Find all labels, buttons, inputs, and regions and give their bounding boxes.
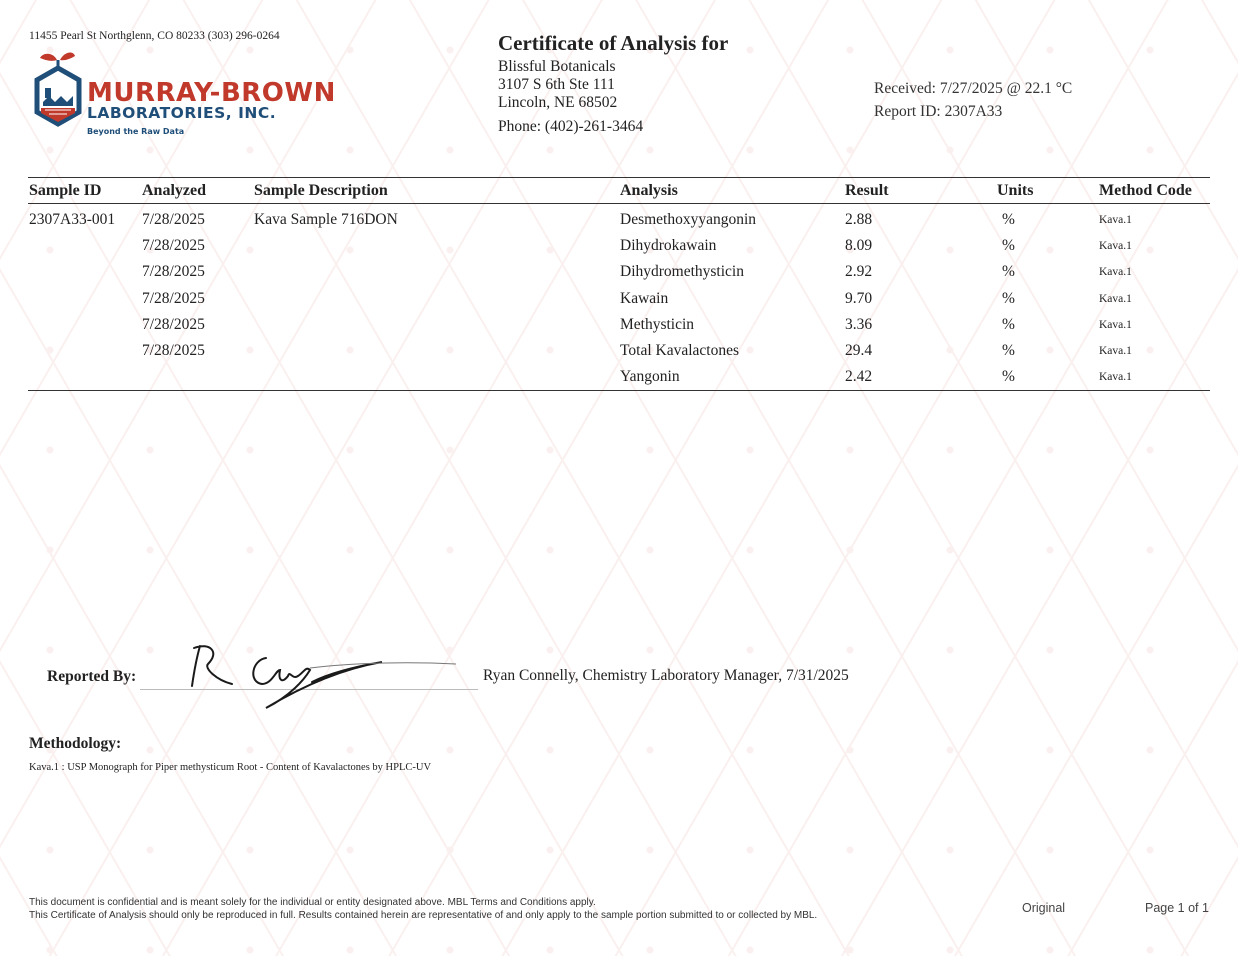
table-header-row bbox=[28, 178, 1210, 204]
cell-sample-description bbox=[253, 233, 619, 259]
cell-units: % bbox=[1002, 342, 1015, 360]
cell-analyzed: 7/28/2025 bbox=[142, 342, 205, 360]
table-row bbox=[28, 233, 1210, 259]
cell-analyzed: 7/28/2025 bbox=[142, 211, 205, 229]
header-sample-id: Sample ID bbox=[28, 178, 141, 204]
received-info: Received: 7/27/2025 @ 22.1 °C bbox=[874, 80, 1073, 97]
cell-sample-description bbox=[253, 338, 619, 364]
cell-sample-description bbox=[253, 286, 619, 312]
cell-units: % bbox=[1002, 211, 1015, 229]
cell-sample-id bbox=[28, 364, 141, 391]
client-street: 3107 S 6th Ste 111 bbox=[498, 76, 615, 93]
cell-analyzed: 7/28/2025 bbox=[142, 263, 205, 281]
report-id: Report ID: 2307A33 bbox=[874, 103, 1003, 120]
cell-result: 8.09 bbox=[845, 237, 873, 255]
cell-analyzed: 7/28/2025 bbox=[142, 289, 205, 307]
table-row bbox=[28, 286, 1210, 312]
cell-method-code: Kava.1 bbox=[1099, 292, 1132, 305]
cell-sample-id bbox=[28, 338, 141, 364]
certificate-title: Certificate of Analysis for bbox=[498, 31, 729, 55]
cell-method-code: Kava.1 bbox=[1099, 266, 1132, 279]
cell-sample-id: 2307A33-001 bbox=[29, 211, 116, 229]
cell-units: % bbox=[1002, 237, 1015, 255]
header-analyzed: Analyzed bbox=[141, 178, 253, 204]
table-row bbox=[28, 204, 1210, 234]
cell-sample-id bbox=[28, 286, 141, 312]
cell-sample-description: Kava Sample 716DON bbox=[254, 211, 398, 229]
client-city: Lincoln, NE 68502 bbox=[498, 94, 618, 111]
table-row bbox=[28, 338, 1210, 364]
cell-result: 9.70 bbox=[845, 289, 873, 307]
results-table bbox=[28, 177, 1210, 391]
footer-line2: This Certificate of Analysis should only be reproduced in full. Results contained herein are representative of and only apply to the sample portion submitted to or collected by MBL. bbox=[29, 909, 818, 921]
methodology-text: Kava.1 : USP Monograph for Piper methysticum Root - Content of Kavalactones by HPLC-UV bbox=[29, 762, 432, 773]
cell-method-code: Kava.1 bbox=[1099, 318, 1132, 331]
cell-result: 3.36 bbox=[845, 315, 873, 333]
header-method-code: Method Code bbox=[1098, 178, 1210, 204]
cell-analysis: Total Kavalactones bbox=[620, 342, 739, 360]
cell-units: % bbox=[1002, 315, 1015, 333]
cell-sample-id bbox=[28, 259, 141, 285]
logo-tagline: Beyond the Raw Data bbox=[87, 127, 185, 136]
cell-result: 2.42 bbox=[844, 364, 996, 391]
cell-analysis: Dihydrokawain bbox=[620, 237, 717, 255]
cell-analyzed: 7/28/2025 bbox=[142, 237, 205, 255]
cell-result: 2.92 bbox=[845, 263, 873, 281]
cell-units: % bbox=[996, 364, 1098, 391]
header-result: Result bbox=[844, 178, 996, 204]
table-row bbox=[28, 312, 1210, 338]
logo-name-line1: MURRAY-BROWN bbox=[87, 78, 336, 108]
cell-method-code: Kava.1 bbox=[1098, 364, 1210, 391]
footer-disclaimer bbox=[29, 897, 817, 922]
cell-result: 29.4 bbox=[845, 342, 873, 360]
cell-method-code: Kava.1 bbox=[1099, 214, 1132, 227]
page-number: Page 1 of 1 bbox=[1145, 901, 1209, 915]
client-phone: Phone: (402)-261-3464 bbox=[498, 118, 644, 135]
cell-method-code: Kava.1 bbox=[1099, 240, 1132, 253]
cell-sample-id bbox=[28, 233, 141, 259]
lab-address: 11455 Pearl St Northglenn, CO 80233 (303) 296-0264 bbox=[29, 30, 280, 42]
cell-method-code: Kava.1 bbox=[1099, 345, 1132, 358]
cell-sample-description bbox=[253, 312, 619, 338]
cell-analyzed: 7/28/2025 bbox=[142, 315, 205, 333]
reporter-name: Ryan Connelly, Chemistry Laboratory Manager, 7/31/2025 bbox=[483, 667, 849, 684]
table-row bbox=[28, 364, 1210, 391]
cell-sample-id bbox=[28, 312, 141, 338]
cell-units: % bbox=[1002, 289, 1015, 307]
header-units: Units bbox=[996, 178, 1098, 204]
header-analysis: Analysis bbox=[619, 178, 844, 204]
cell-analysis: Methysticin bbox=[620, 315, 695, 333]
cell-analyzed bbox=[141, 364, 253, 391]
cell-analysis: Yangonin bbox=[619, 364, 844, 391]
header-sample-description: Sample Description bbox=[253, 178, 619, 204]
footer-original-label: Original bbox=[1022, 901, 1066, 915]
table-row bbox=[28, 259, 1210, 285]
cell-analysis: Kawain bbox=[620, 289, 669, 307]
cell-sample-description bbox=[253, 364, 619, 391]
methodology-title: Methodology: bbox=[29, 735, 122, 752]
cell-analysis: Desmethoxyyangonin bbox=[620, 211, 757, 229]
cell-units: % bbox=[1002, 263, 1015, 281]
reported-by-label: Reported By: bbox=[47, 668, 137, 685]
cell-result: 2.88 bbox=[845, 211, 873, 229]
cell-analysis: Dihydromethysticin bbox=[620, 263, 744, 281]
client-name: Blissful Botanicals bbox=[498, 58, 616, 75]
footer-line1: This document is confidential and is meant solely for the individual or entity designated above. MBL Terms and Conditions apply. bbox=[29, 897, 596, 908]
logo-name-line2: LABORATORIES, INC. bbox=[87, 104, 277, 122]
signature-image-icon bbox=[186, 640, 466, 712]
cell-sample-description bbox=[253, 259, 619, 285]
client-address-block bbox=[498, 58, 617, 112]
